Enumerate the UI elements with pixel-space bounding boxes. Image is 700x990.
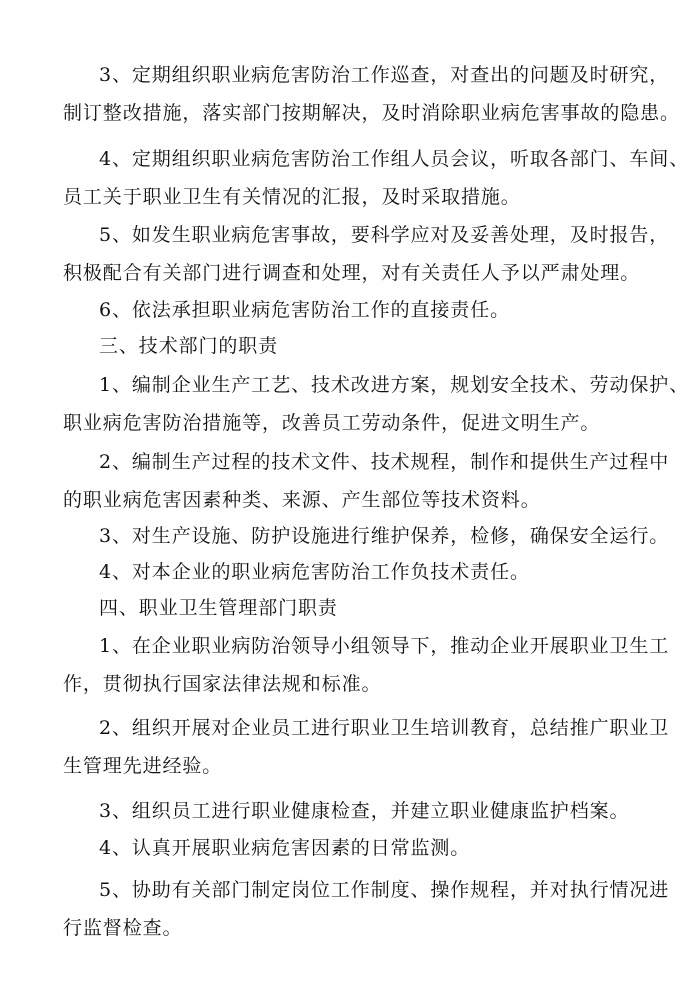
text-line: 制订整改措施，落实部门按期解决，及时消除职业病危害事故的隐患。 [63,102,680,124]
text-line: 生管理先进经验。 [63,755,223,777]
text-line: 3、对生产设施、防护设施进行维护保养，检修，确保安全运行。 [99,525,670,547]
text-line: 1、在企业职业病防治领导小组领导下，推动企业开展职业卫生工 [99,635,670,657]
text-line: 行监督检查。 [63,917,183,939]
text-line: 5、如发生职业病危害事故，要科学应对及妥善处理，及时报告， [99,224,670,246]
text-line: 4、对本企业的职业病危害防治工作负技术责任。 [99,561,530,583]
text-line: 积极配合有关部门进行调查和处理，对有关责任人予以严肃处理。 [63,262,641,284]
text-line: 作，贯彻执行国家法律法规和标准。 [63,673,382,695]
text-line: 4、定期组织职业病危害防治工作组人员会议，听取各部门、车间、 [99,148,690,170]
text-line: 3、定期组织职业病危害防治工作巡查，对查出的问题及时研究， [99,64,670,86]
text-line: 的职业病危害因素种类、来源、产生部位等技术资料。 [63,489,541,511]
text-line: 1、编制企业生产工艺、技术改进方案，规划安全技术、劳动保护、 [99,374,690,396]
text-line: 2、编制生产过程的技术文件、技术规程，制作和提供生产过程中 [99,451,670,473]
text-line: 2、组织开展对企业员工进行职业卫生培训教育，总结推广职业卫 [99,717,670,739]
text-line: 5、协助有关部门制定岗位工作制度、操作规程，并对执行情况进 [99,879,670,901]
text-line: 3、组织员工进行职业健康检查，并建立职业健康监护档案。 [99,800,630,822]
section-heading: 四、职业卫生管理部门职责 [99,597,338,619]
text-line: 员工关于职业卫生有关情况的汇报，及时采取措施。 [63,186,521,208]
text-line: 6、依法承担职业病危害防治工作的直接责任。 [99,299,510,321]
text-line: 4、认真开展职业病危害因素的日常监测。 [99,837,471,859]
text-line: 职业病危害防治措施等，改善员工劳动条件，促进文明生产。 [63,412,601,434]
section-heading: 三、技术部门的职责 [99,335,279,357]
